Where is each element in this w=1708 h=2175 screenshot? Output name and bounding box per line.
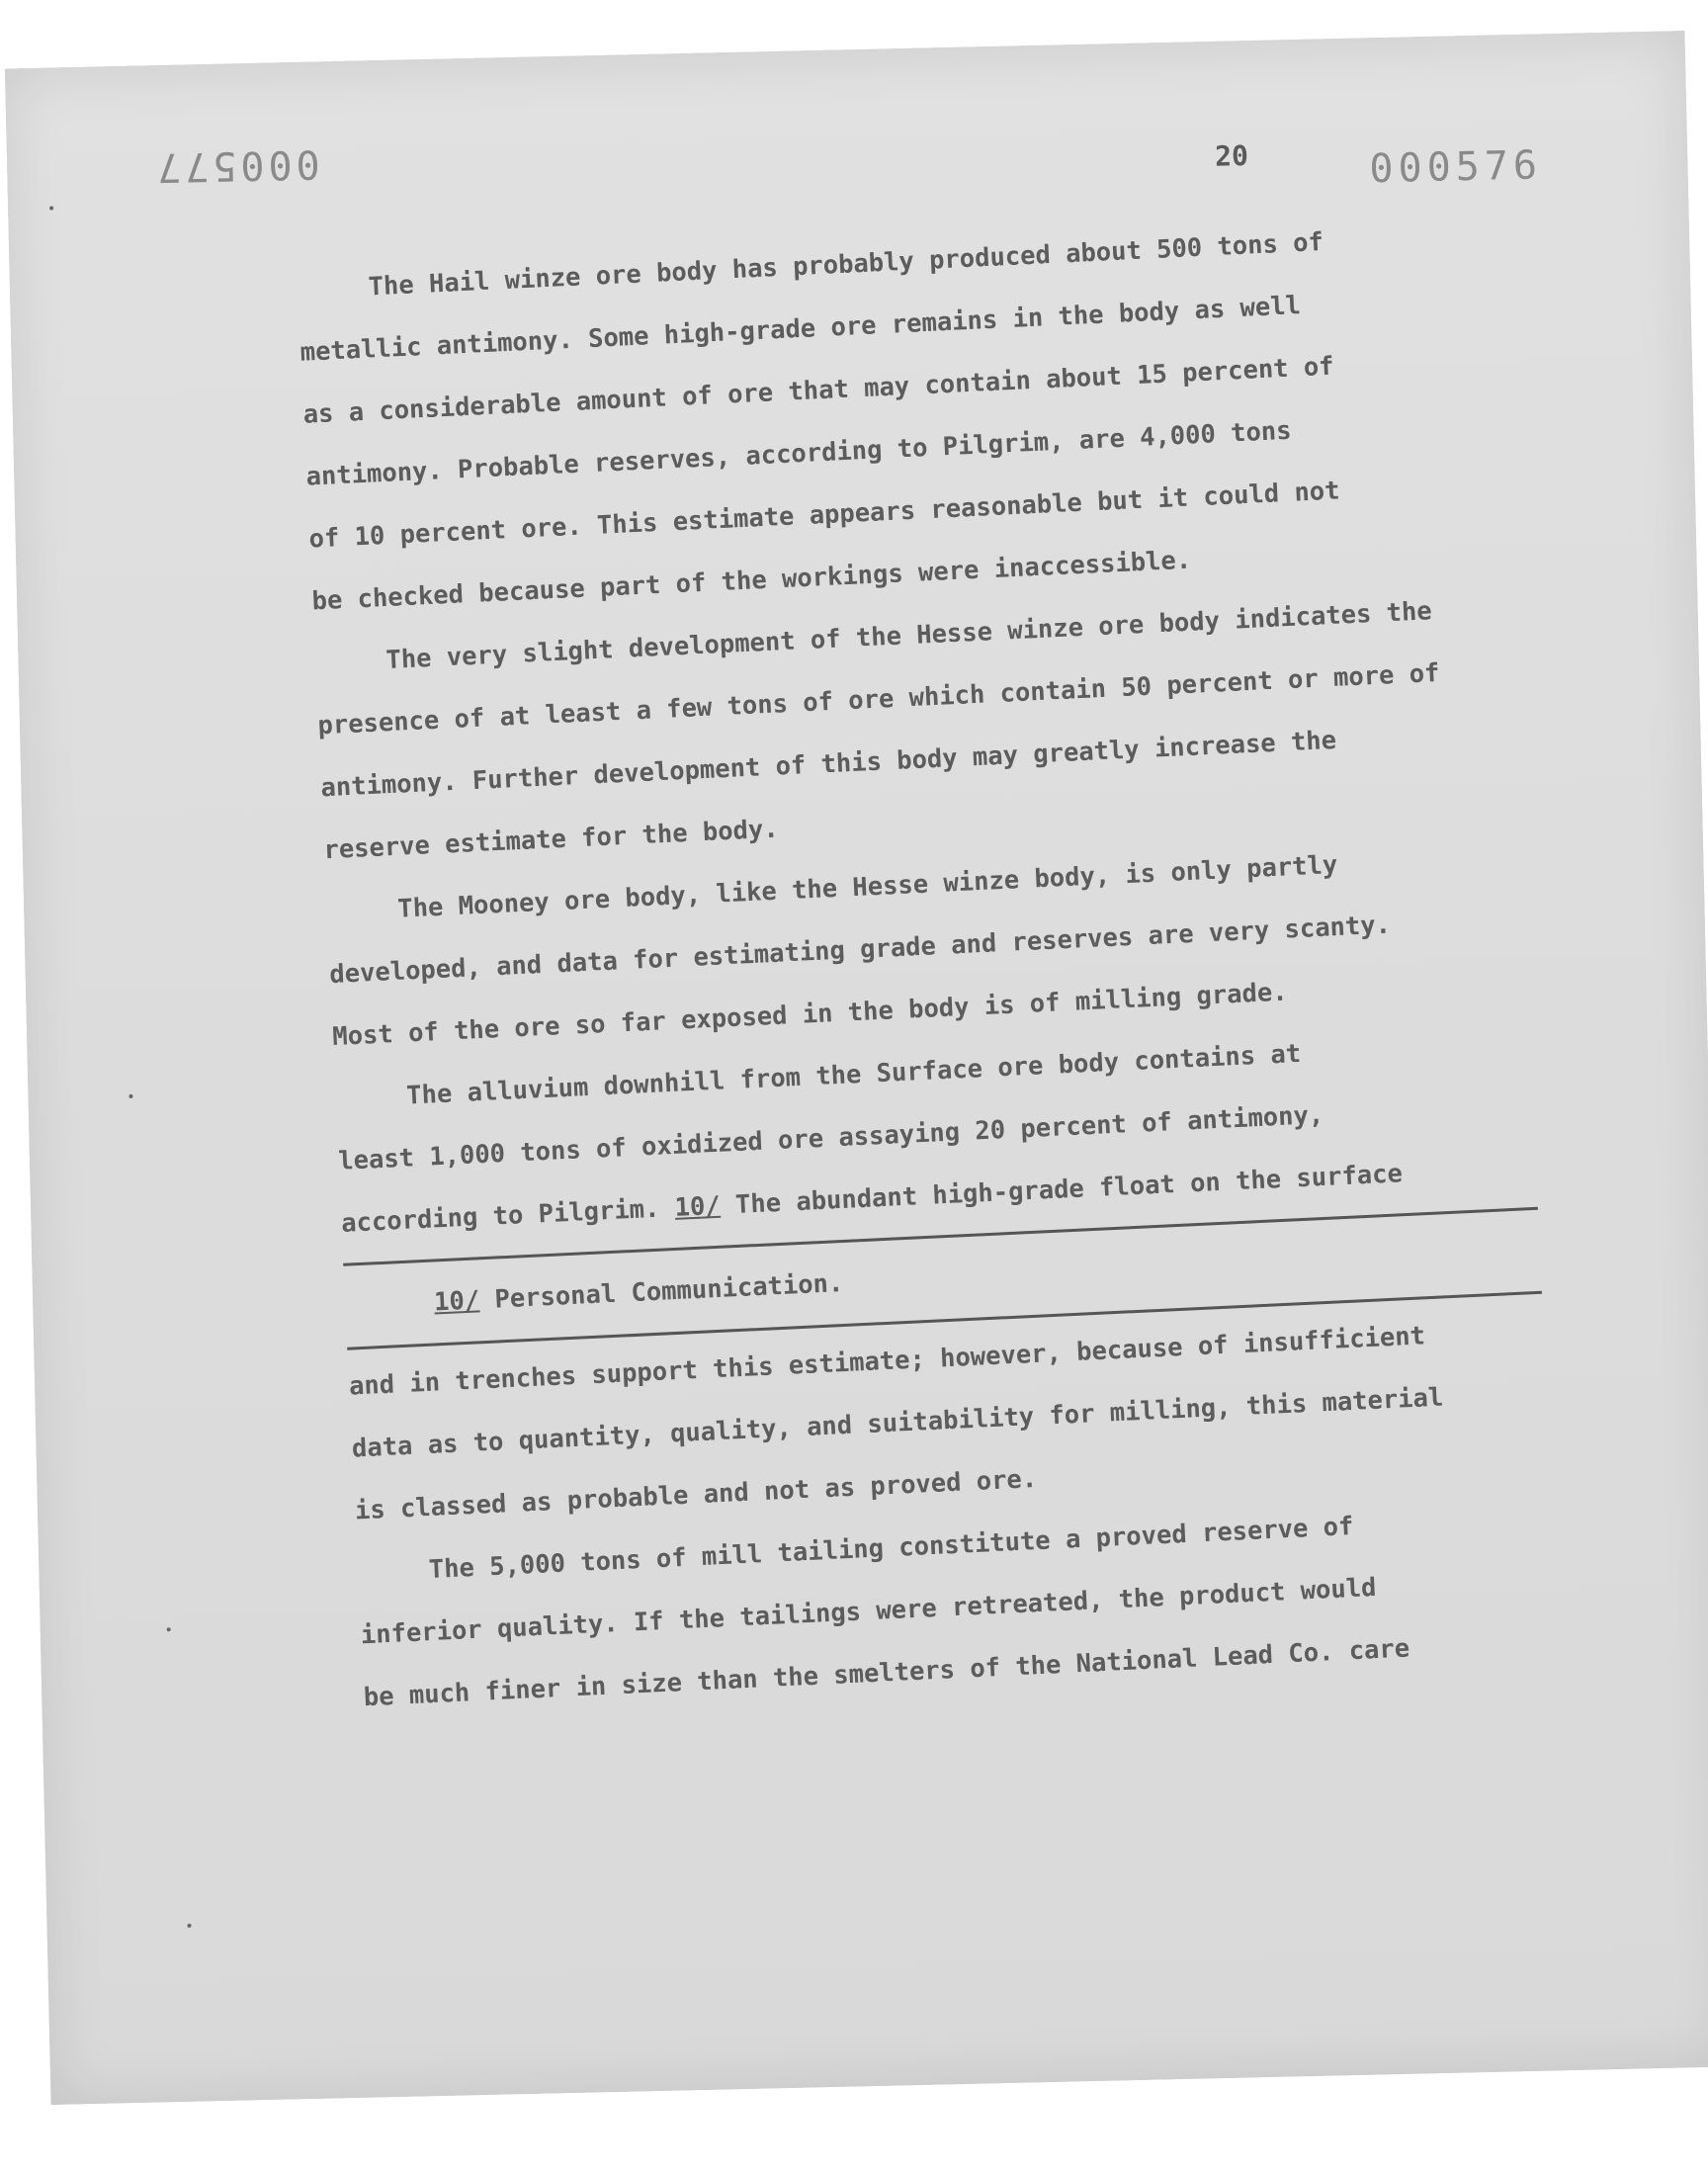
text-line: The 5,000 tons of mill tailing constitute a proved reserve of (428, 1511, 1355, 1586)
page-number: 20 (1214, 139, 1249, 173)
footnote-marker: 10/ (433, 1285, 480, 1318)
text-line: The Mooney ore body, like the Hesse winze body, is only partly (396, 849, 1338, 924)
text-line: inferior quality. If the tailings were retreated, the product would (360, 1572, 1378, 1651)
text-line: least 1,000 tons of oxidized ore assaying 20 percent of antimony, (337, 1099, 1324, 1176)
bates-number-inverted: 000577 (152, 140, 321, 191)
text-line: developed, and data for estimating grade and reserves are very scanty. (328, 910, 1392, 991)
footnote-text: Personal Communication. (478, 1267, 844, 1316)
footnote-reference: 10/ (673, 1190, 722, 1223)
text-line: metallic antimony. Some high-grade ore remains in the body as well (299, 291, 1302, 368)
text-line: antimony. Further development of this body may greatly increase the (319, 725, 1337, 804)
text-line: as a considerable amount of ore that may contain about 15 percent of (302, 351, 1335, 430)
text-line: be checked because part of the workings were inaccessible. (310, 545, 1192, 617)
text-line: be much finer in size than the smelters of the National Lead Co. care (363, 1633, 1410, 1713)
text-line: The very slight development of the Hesse winze ore body indicates the (384, 596, 1433, 676)
scan-speck (167, 1627, 171, 1631)
scan-speck (187, 1924, 191, 1928)
page-body (296, 202, 1609, 1730)
text-line: is classed as probable and not as proved ore. (354, 1463, 1038, 1526)
text-line: and in trenches support this estimate; however, because of insufficient (348, 1321, 1426, 1402)
text-line: The alluvium downhill from the Surface ore body contains at (405, 1038, 1302, 1111)
text-line: of 10 percent ore. This estimate appears reasonable but it could not (307, 476, 1341, 555)
text-line: reserve estimate for the body. (322, 814, 780, 866)
bates-number: 000576 (1368, 142, 1543, 193)
text-run: The abundant high-grade float on the surface (719, 1159, 1404, 1221)
text-line: presence of at least a few tons of ore which contain 50 percent or more of (316, 657, 1441, 741)
text-line: The Hail winze ore body has probably produced about 500 tons of (367, 226, 1324, 303)
scan-speck (49, 206, 53, 210)
text-line: antimony. Probable reserves, according to Pilgrim, are 4,000 tons (304, 415, 1293, 492)
paragraph (296, 202, 1557, 634)
text-line: data as to quantity, quality, and suitability for milling, this material (351, 1382, 1444, 1464)
text-line: Most of the ore so far exposed in the body is of milling grade. (331, 977, 1289, 1053)
text-run: according to Pilgrim. (340, 1192, 676, 1239)
scan-speck (128, 1094, 132, 1098)
document-page (5, 31, 1708, 2105)
